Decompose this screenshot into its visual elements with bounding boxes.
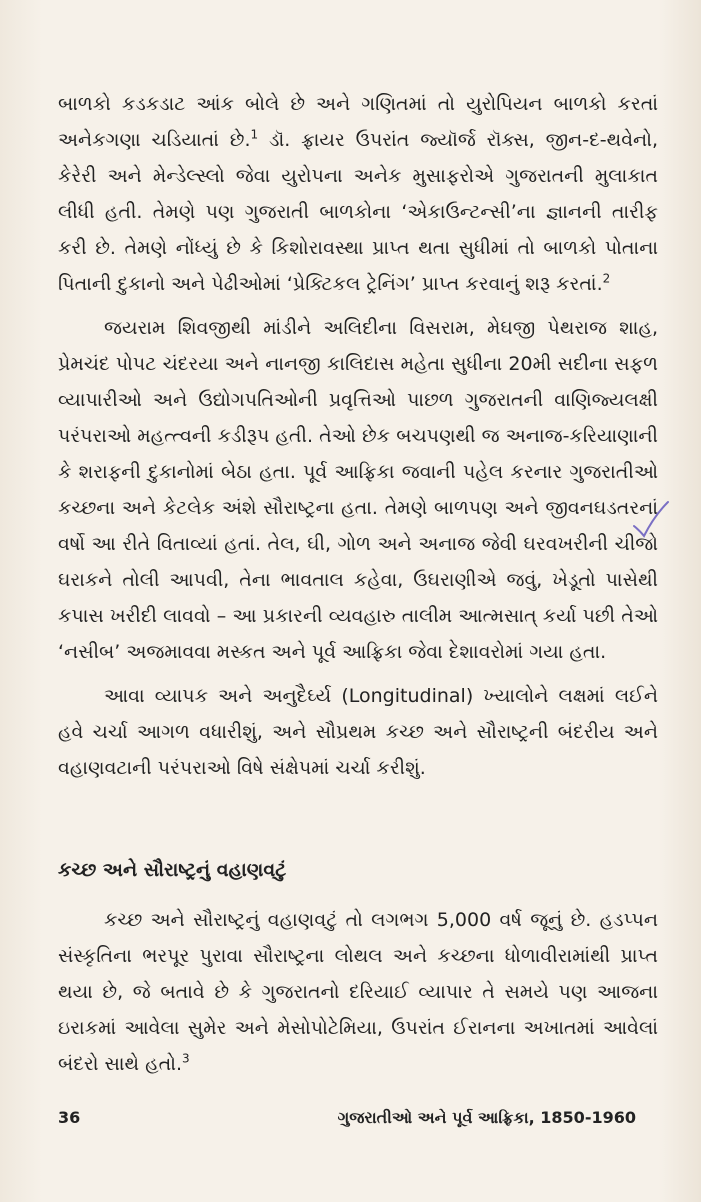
footnote-ref-1: 1 xyxy=(250,127,259,142)
paragraph-4 xyxy=(58,902,658,1082)
page-number: 36 xyxy=(58,1108,81,1127)
paragraph-3: આવા વ્યાપક અને અનુદૈર્ઘ્ય (Longitudinal) ખ્યાલોને લક્ષમાં લઈને હવે ચર્ચા આગળ વધારીશું, અને સૌપ્રથમ કચ્છ અને સૌરાષ્ટ્રની બંદરીય અને વહાણવટાની પરંપરાઓ વિષે સંક્ષેપમાં ચર્ચા કરીશું. xyxy=(58,685,658,779)
paragraph-4-text: કચ્છ અને સૌરાષ્ટ્રનું વહાણવટું તો લગભગ 5,000 વર્ષ જૂનું છે. હડપ્પન સંસ્કૃતિના ભરપૂર પુરાવા સૌરાષ્ટ્રના લોથલ અને કચ્છના ધોળાવીરામાંથી પ્રાપ્ત થયા છે, જે બતાવે છે કે ગુજરાતનો દરિયાઈ વ્યાપાર તે સમયે પણ આજના ઇરાકમાં આવેલા સુમેર અને મેસોપોટેમિયા, ઉપરાંત ઈરાનના અખાતમાં આવેલાં બંદરો સાથે હતો. xyxy=(58,909,658,1075)
paragraph-2: જયરામ શિવજીથી માંડીને અલિદીના વિસરામ, મેઘજી પેથરાજ શાહ, પ્રેમચંદ પોપટ ચંદરયા અને નાનજી કાલિદાસ મહેતા સુધીના 20મી સદીના સફળ વ્યાપારીઓ અને ઉદ્યોગપતિઓની પ્રવૃત્તિઓ પાછળ ગુજરાતની વાણિજ્યલક્ષી પરંપરાઓ મહત્ત્વની કડીરૂપ હતી. તેઓ છેક બચપણથી જ અનાજ-કરિયાણાની કે શરાફની દુકાનોમાં બેઠા હતા. પૂર્વ આફ્રિકા જવાની પહેલ કરનાર ગુજરાતીઓ કચ્છના અને કેટલેક અંશે સૌરાષ્ટ્રના હતા. તેમણે બાળપણ અને જીવનઘડતરનાં વર્ષો આ રીતે વિતાવ્યાં હતાં. તેલ, ઘી, ગોળ અને અનાજ જેવી ઘરવખરીની ચીજો ઘરાકને તોલી આપવી, તેના ભાવતાલ કહેવા, ઉઘરાણીએ જવું, ખેડૂતો પાસેથી કપાસ ખરીદી લાવવો – આ પ્રકારની વ્યવહારુ તાલીમ આત્મસાત્ કર્યા પછી તેઓ ‘નસીબ’ અજમાવવા મસ્કત અને પૂર્વ આફ્રિકા જેવા દેશાવરોમાં ગયા હતા. xyxy=(58,317,658,663)
footnote-ref-3: 3 xyxy=(182,1051,190,1066)
paragraph-1-text: બાળકો કડકડાટ આંક બોલે છે અને ગણિતમાં તો યુરોપિયન બાળકો કરતાં અનેકગણા ચડિયાતાં છે. xyxy=(58,93,658,151)
footnote-ref-2: 2 xyxy=(602,271,611,286)
body-text xyxy=(58,86,658,786)
section-body xyxy=(58,902,658,1082)
section-heading: કચ્છ અને સૌરાષ્ટ્રનું વહાણવટું xyxy=(58,859,287,881)
paragraph-1-text-cont: ડૉ. ફ્રાયર ઉપરાંત જ્યૉર્જ રૉક્સ, જીન-દ-થવેનો, કેરેરી અને મેન્ડેલ્સ્લો જેવા યુરોપના અનેક મુસાફરોએ ગુજરાતની મુલાકાત લીધી હતી. તેમણે પણ ગુજરાતી બાળકોના ‘એકાઉન્ટન્સી’ના જ્ઞાનની તારીફ કરી છે. તેમણે નોંધ્યું છે કે કિશોરાવસ્થા પ્રાપ્ત થતા સુધીમાં તો બાળકો પોતાના પિતાની દુકાનો અને પેઢીઓમાં ‘પ્રેક્ટિકલ ટ્રેનિંગ’ પ્રાપ્ત કરવાનું શરૂ કરતાં. xyxy=(58,129,658,295)
running-title: ગુજરાતીઓ અને પૂર્વ આફ્રિકા, 1850-1960 xyxy=(337,1108,636,1127)
paragraph-1 xyxy=(58,86,658,302)
check-mark-icon xyxy=(630,498,670,538)
page-footer xyxy=(58,1108,636,1128)
